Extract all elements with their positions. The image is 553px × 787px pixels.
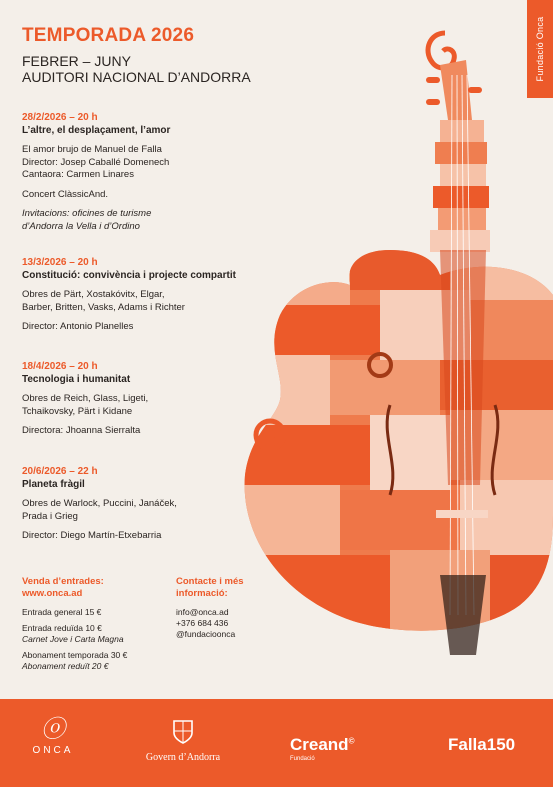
side-tab-label: Fundació Onca <box>535 16 545 82</box>
concert-line: Director: Josep Caballé Domenech <box>22 156 170 168</box>
concert-director: Director: Diego Martín-Etxebarria <box>22 530 162 541</box>
violin-scroll <box>426 33 482 120</box>
contact-social[interactable]: @fundacioonca <box>176 629 236 639</box>
concert-date: 28/2/2026 – 20 h <box>22 112 98 123</box>
venue: AUDITORI NACIONAL D’ANDORRA <box>22 69 251 85</box>
concert-line: Cantaora: Carmen Linares <box>22 169 134 180</box>
concert-4 <box>22 466 292 543</box>
coat-of-arms-icon <box>172 719 194 745</box>
contact-phone[interactable]: +376 684 436 <box>176 618 229 628</box>
falla150-logo: Falla150 <box>448 735 516 754</box>
concert-date: 13/3/2026 – 20 h <box>22 257 98 268</box>
creand-wordmark: Creand <box>290 735 349 754</box>
concert-line: El amor brujo de Manuel de Falla <box>22 144 162 155</box>
concert-line: Obres de Pärt, Xostakóvitx, Elgar, <box>22 289 165 300</box>
govern-logo <box>138 719 228 763</box>
concert-invitation: d’Andorra la Vella i d’Ordino <box>22 220 140 232</box>
contact-heading-2: informació: <box>176 587 228 599</box>
onca-mark-icon: ⓞ <box>41 715 65 743</box>
concert-line: Prada i Grieg <box>22 510 78 522</box>
onca-wordmark: ONCA <box>32 745 74 756</box>
concert-title: Constitució: convivència i projecte compartit <box>22 269 236 281</box>
concert-director: Director: Antonio Planelles <box>22 321 134 332</box>
footer-sponsors <box>0 699 553 787</box>
contact-info <box>176 576 296 640</box>
concert-line: Obres de Reich, Glass, Ligeti, <box>22 393 149 404</box>
concert-1 <box>22 112 292 233</box>
concert-note: Concert ClàssicAnd. <box>22 188 109 200</box>
concert-invitation: Invitacions: oficines de turisme <box>22 208 152 219</box>
creand-logo: Creand© Fundació <box>290 735 355 762</box>
govern-wordmark: Govern d’Andorra <box>145 752 221 763</box>
concert-line: Obres de Warlock, Puccini, Janáček, <box>22 498 177 509</box>
concert-line: Barber, Britten, Vasks, Adams i Richter <box>22 301 185 313</box>
contact-heading: Contacte i més <box>176 576 244 587</box>
concert-date: 18/4/2026 – 20 h <box>22 361 98 372</box>
price-reduced: Entrada reduïda 10 € <box>22 623 102 633</box>
price-general: Entrada general 15 € <box>22 607 102 617</box>
concert-director: Directora: Jhoanna Sierralta <box>22 425 141 436</box>
ticket-info <box>22 576 172 672</box>
page-title: TEMPORADA 2026 <box>22 25 195 46</box>
ticket-website-link[interactable]: www.onca.ad <box>22 587 83 599</box>
price-season-reduced: Abonament reduït 20 € <box>22 661 109 671</box>
onca-logo <box>28 717 78 756</box>
ticket-heading: Venda d’entrades: <box>22 576 104 587</box>
concert-3 <box>22 361 292 438</box>
season-dates: FEBRER – JUNY <box>22 53 131 69</box>
creand-sub: Fundació <box>290 756 315 762</box>
concert-2 <box>22 257 292 334</box>
concert-date: 20/6/2026 – 22 h <box>22 466 98 477</box>
price-season: Abonament temporada 30 € <box>22 650 128 660</box>
concert-title: L’altre, el desplaçament, l’amor <box>22 124 171 136</box>
violin-neck <box>430 120 490 252</box>
price-reduced-note: Carnet Jove i Carta Magna <box>22 634 124 644</box>
concert-line: Tchaikovsky, Pärt i Kidane <box>22 405 133 417</box>
contact-email[interactable]: info@onca.ad <box>176 607 229 617</box>
concert-title: Tecnologia i humanitat <box>22 373 131 385</box>
concert-title: Planeta fràgil <box>22 478 85 490</box>
